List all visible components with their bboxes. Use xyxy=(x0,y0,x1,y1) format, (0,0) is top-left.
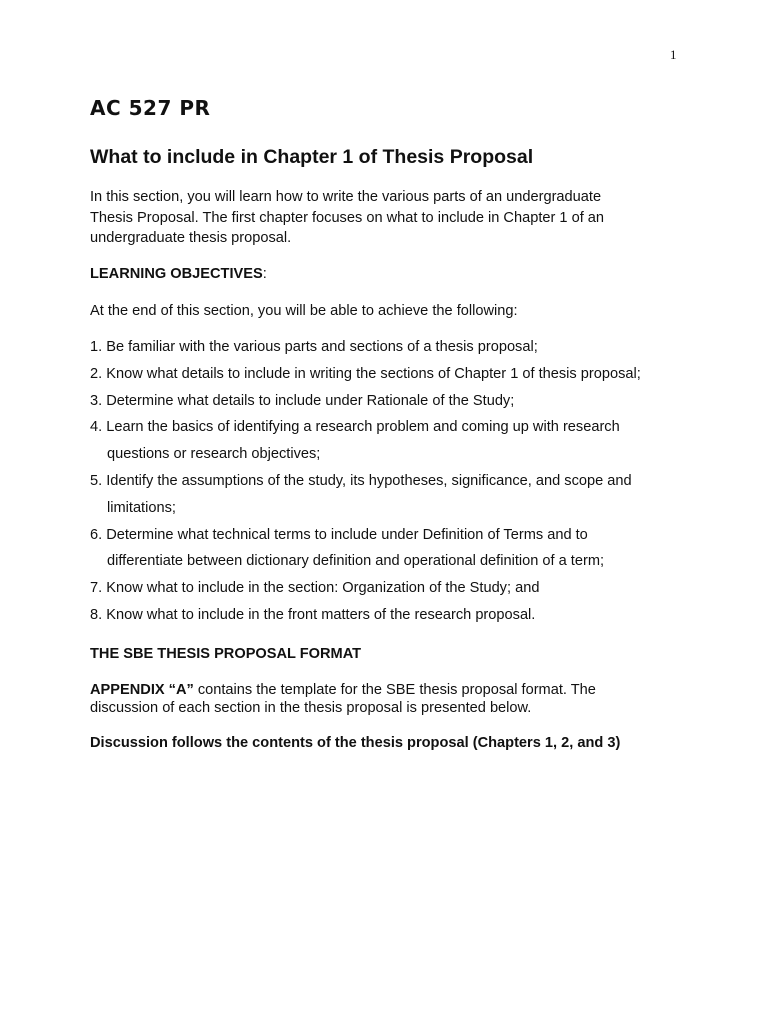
learning-objectives-heading xyxy=(90,266,267,282)
appendix-paragraph xyxy=(90,681,650,717)
appendix-line: discussion of each section in the thesis proposal is presented below. xyxy=(90,700,532,716)
intro-line: In this section, you will learn how to write the various parts of an undergraduate xyxy=(90,189,602,205)
objective-item: 3. Determine what details to include under Rationale of the Study; xyxy=(90,392,515,409)
objective-item-continuation: limitations; xyxy=(107,499,176,516)
objective-item: 8. Know what to include in the front matters of the research proposal. xyxy=(90,606,536,623)
learning-objectives-heading-text: LEARNING OBJECTIVES xyxy=(90,266,263,282)
objective-item: 4. Learn the basics of identifying a research problem and coming up with research xyxy=(90,419,620,436)
objective-item-continuation: differentiate between dictionary definition and operational definition of a term; xyxy=(107,553,605,570)
course-code: AC 527 PR xyxy=(90,96,211,120)
objective-item: 6. Determine what technical terms to include under Definition of Terms and to xyxy=(90,526,588,543)
appendix-line-text: contains the template for the SBE thesis proposal format. The xyxy=(193,682,596,698)
objectives-list xyxy=(90,339,690,634)
intro-line: Thesis Proposal. The first chapter focuses on what to include in Chapter 1 of an xyxy=(90,209,605,226)
document-title: What to include in Chapter 1 of Thesis Proposal xyxy=(90,146,534,168)
objective-item: 1. Be familiar with the various parts and sections of a thesis proposal; xyxy=(90,339,538,355)
objective-item-continuation: questions or research objectives; xyxy=(107,446,321,463)
learning-objectives-intro: At the end of this section, you will be able to achieve the following: xyxy=(90,303,518,319)
objective-item: 2. Know what details to include in writing the sections of Chapter 1 of thesis proposal; xyxy=(90,365,641,382)
objective-item: 5. Identify the assumptions of the study, its hypotheses, significance, and scope and xyxy=(90,472,632,489)
discussion-note: Discussion follows the contents of the thesis proposal (Chapters 1, 2, and 3) xyxy=(90,735,621,751)
format-heading: THE SBE THESIS PROPOSAL FORMAT xyxy=(90,646,362,662)
intro-line: undergraduate thesis proposal. xyxy=(90,230,292,246)
page-number: 1 xyxy=(670,47,677,62)
intro-paragraph xyxy=(90,187,670,249)
heading-colon: : xyxy=(262,266,267,282)
appendix-label: APPENDIX “A” xyxy=(90,682,194,698)
appendix-line xyxy=(90,681,650,699)
objective-item: 7. Know what to include in the section: Organization of the Study; and xyxy=(90,580,540,597)
